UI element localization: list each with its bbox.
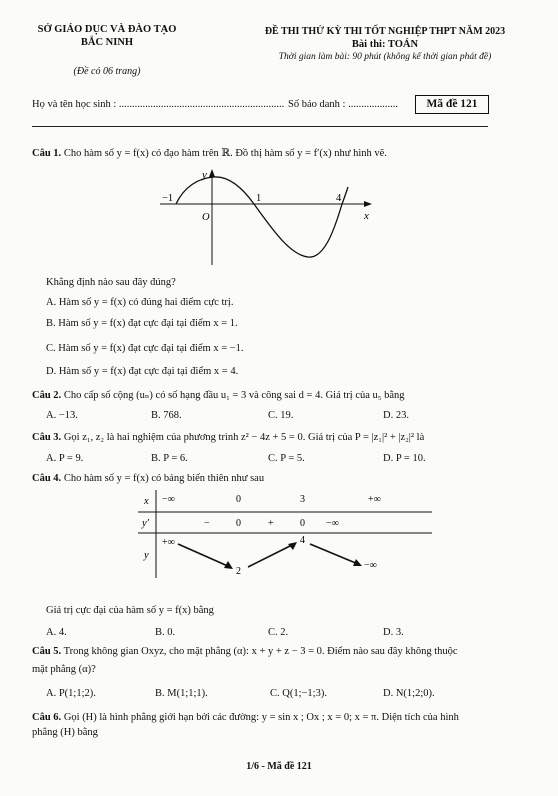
question-3-option-c: C. P = 5. bbox=[268, 453, 305, 464]
table-yp-val-2: 0 bbox=[236, 518, 241, 529]
question-2-option-b: B. 768. bbox=[151, 410, 182, 421]
question-1-stem: Cho hàm số y = f(x) có đạo hàm trên ℝ. Đồ thị hàm số y = f′(x) như hình vẽ. bbox=[63, 148, 387, 159]
y-axis-label: y bbox=[202, 169, 207, 181]
question-1-option-d: D. Hàm số y = f(x) đạt cực đại tại điểm x = 4. bbox=[46, 366, 239, 377]
exam-code-box: Mã đề 121 bbox=[415, 95, 489, 114]
question-3-stem: Gọi z₁, z₂ là hai nghiệm của phương trình z² − 4z + 5 = 0. Giá trị của P = |z₁|² + |z₂|² là bbox=[63, 432, 425, 443]
table-y-val-1: +∞ bbox=[162, 537, 175, 548]
question-1-option-a: A. Hàm số y = f(x) có đúng hai điểm cực trị. bbox=[46, 297, 234, 308]
page-count-note: (Đề có 06 trang) bbox=[73, 66, 141, 77]
question-3-option-a: A. P = 9. bbox=[46, 453, 84, 464]
decrease-arrow-2 bbox=[310, 544, 358, 564]
table-y-val-3: 4 bbox=[300, 535, 305, 546]
question-4-option-d: D. 3. bbox=[383, 627, 404, 638]
question-5-stem-line2: mặt phẳng (α)? bbox=[32, 664, 96, 675]
question-6-stem-line2: phẳng (H) bằng bbox=[32, 727, 98, 738]
question-5 bbox=[32, 646, 458, 657]
question-5-stem-line1: Trong không gian Oxyz, cho mặt phẳng (α): x + y + z − 3 = 0. Điểm nào sau đây không thuộc bbox=[63, 646, 458, 657]
root-minus1-label: −1 bbox=[162, 193, 174, 204]
question-5-option-a: A. P(1;1;2). bbox=[46, 688, 96, 699]
table-y-val-2: 2 bbox=[236, 566, 241, 577]
question-4 bbox=[32, 473, 264, 484]
question-4-prompt: Giá trị cực đại của hàm số y = f(x) bằng bbox=[46, 605, 214, 616]
question-4-stem: Cho hàm số y = f(x) có bảng biến thiên như sau bbox=[63, 473, 265, 484]
root-1-label: 1 bbox=[256, 193, 262, 204]
department-name: SỞ GIÁO DỤC VÀ ĐÀO TẠO bbox=[37, 24, 177, 35]
question-4-option-c: C. 2. bbox=[268, 627, 289, 638]
question-6-label: Câu 6. bbox=[32, 712, 62, 723]
table-x-label: x bbox=[144, 496, 149, 507]
question-2-option-a: A. −13. bbox=[46, 410, 78, 421]
variation-table bbox=[136, 488, 436, 580]
derivative-graph bbox=[150, 165, 380, 270]
time-note: Thời gian làm bài: 90 phút (không kể thời gian phát đề) bbox=[278, 52, 492, 62]
x-axis-label: x bbox=[364, 210, 369, 222]
question-4-option-a: A. 4. bbox=[46, 627, 67, 638]
question-1 bbox=[32, 147, 387, 159]
increase-arrow bbox=[248, 544, 294, 567]
question-4-option-b: B. 0. bbox=[155, 627, 176, 638]
x-axis-arrow-icon bbox=[364, 201, 372, 207]
exam-title: ĐỀ THI THỬ KỲ THI TỐT NGHIỆP THPT NĂM 2023 bbox=[264, 26, 506, 37]
table-yp-val-4: 0 bbox=[300, 518, 305, 529]
student-id-field: Số báo danh : ................... bbox=[288, 99, 398, 110]
decrease-arrow-1 bbox=[178, 544, 230, 567]
question-6-stem-line1: Gọi (H) là hình phẳng giới hạn bởi các đường: y = sin x ; Ox ; x = 0; x = π. Diện tích của hình bbox=[63, 712, 459, 723]
table-yp-val-3: + bbox=[268, 518, 274, 529]
question-6 bbox=[32, 712, 459, 723]
question-3 bbox=[32, 432, 424, 443]
table-yp-val-5: −∞ bbox=[326, 518, 339, 529]
student-name-field: Họ và tên học sinh : ............................................................... bbox=[32, 99, 285, 110]
table-x-val-3: 3 bbox=[300, 494, 305, 505]
question-5-option-d: D. N(1;2;0). bbox=[383, 688, 435, 699]
table-yp-val-1: − bbox=[204, 518, 210, 529]
page-footer: 1/6 - Mã đề 121 bbox=[246, 761, 312, 772]
root-4-label: 4 bbox=[336, 193, 342, 204]
question-4-label: Câu 4. bbox=[32, 473, 62, 484]
header-divider bbox=[32, 126, 488, 127]
question-2 bbox=[32, 389, 404, 401]
question-2-option-c: C. 19. bbox=[268, 410, 294, 421]
table-x-val-4: +∞ bbox=[368, 494, 381, 505]
question-3-option-d: D. P = 10. bbox=[383, 453, 426, 464]
subject-title: Bài thi: TOÁN bbox=[351, 39, 419, 50]
question-1-label: Câu 1. bbox=[32, 148, 62, 159]
question-1-option-b: B. Hàm số y = f(x) đạt cực đại tại điểm x = 1. bbox=[46, 318, 238, 329]
question-1-prompt: Khẳng định nào sau đây đúng? bbox=[46, 277, 176, 288]
y-axis-arrow-icon bbox=[209, 169, 215, 177]
question-1-option-c: C. Hàm số y = f(x) đạt cực đại tại điểm x = −1. bbox=[46, 343, 244, 354]
question-5-label: Câu 5. bbox=[32, 646, 62, 657]
table-yprime-label: y′ bbox=[142, 518, 149, 529]
question-3-label: Câu 3. bbox=[32, 432, 62, 443]
question-5-option-b: B. M(1;1;1). bbox=[155, 688, 208, 699]
origin-label: O bbox=[202, 212, 210, 223]
question-2-label: Câu 2. bbox=[32, 390, 62, 401]
question-5-option-c: C. Q(1;−1;3). bbox=[270, 688, 327, 699]
question-3-option-b: B. P = 6. bbox=[151, 453, 188, 464]
table-y-val-4: −∞ bbox=[364, 560, 377, 571]
table-y-label: y bbox=[144, 550, 149, 561]
question-2-stem: Cho cấp số cộng (uₙ) có số hạng đầu u₁ = 3 và công sai d = 4. Giá trị của u₅ bằng bbox=[63, 390, 405, 401]
province-name: BẮC NINH bbox=[80, 37, 134, 48]
table-x-val-1: −∞ bbox=[162, 494, 175, 505]
question-2-option-d: D. 23. bbox=[383, 410, 409, 421]
table-x-val-2: 0 bbox=[236, 494, 241, 505]
